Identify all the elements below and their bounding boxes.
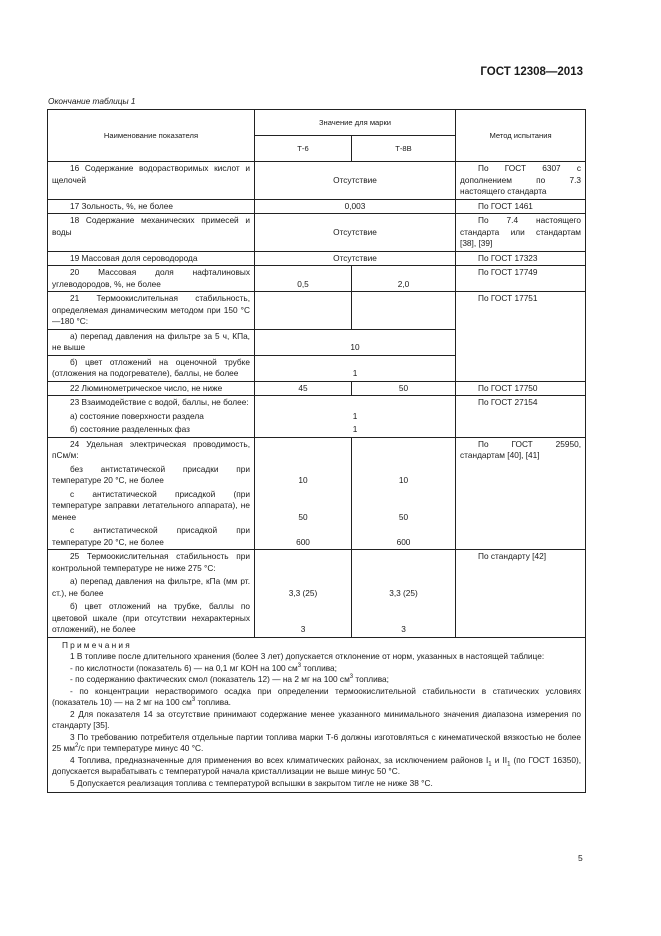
specification-table (47, 109, 586, 793)
row22-name: 22 Люминометрическое число, не ниже (48, 381, 255, 396)
note-4: 4 Топлива, предназначенные для применения во всех климатических районах, за исключением районов $I_1$ и $II_1$ (по ГОСТ 16350), допускается вырабатывать с температурой начала кристаллизации не выше минус 50 °С. (52, 754, 582, 776)
row21b-value: 1 (255, 355, 456, 381)
row24a-name: без антистатической присадки при температуре 20 °С, не более (48, 463, 255, 488)
row24c-t6: 600 (255, 524, 352, 550)
row24b-t8v: 50 (352, 488, 456, 525)
row24c-name: с антистатической присадкой при температуре 20 °С, не более (48, 524, 255, 550)
row23b-name: б) состояние разделенных фаз (48, 423, 255, 437)
row19-method: По ГОСТ 17323 (456, 251, 586, 266)
row21a-value: 10 (255, 329, 456, 355)
row23b-value: 1 (255, 423, 456, 437)
row18-name: 18 Содержание механических примесей и воды (48, 214, 255, 252)
row25a-t8v: 3,3 (25) (352, 575, 456, 600)
row20-t8v: 2,0 (352, 266, 456, 292)
row17-value: 0,003 (255, 199, 456, 214)
row24-name: 24 Удельная электрическая проводимость, пСм/м: (48, 437, 255, 463)
note-1: 1 В топливе после длительного хранения (более 3 лет) допускается отклонение от норм, указанных в настоящей таблице: (70, 651, 545, 661)
table-row (48, 550, 586, 576)
row22-t8v: 50 (352, 381, 456, 396)
row20-name: 20 Массовая доля нафталиновых углеводородов, %, не более (48, 266, 255, 292)
table-notes (48, 637, 586, 793)
note-1a: - по кислотности (показатель 6) — на 0,1 мг КОН на 100 $см^3$ топлива; (70, 662, 337, 673)
row22-t6: 45 (255, 381, 352, 396)
row17-name: 17 Зольность, %, не более (48, 199, 255, 214)
note-5: 5 Допускается реализация топлива с температурой вспышки в закрытом тигле не ниже 38 °С. (70, 777, 433, 788)
header-value-group: Значение для марки (255, 110, 456, 136)
row23-name: 23 Взаимодействие с водой, баллы, не более: (48, 396, 255, 410)
header-grade-t8v: Т-8В (352, 136, 456, 162)
header-name: Наименование показателя (48, 110, 255, 162)
row25b-t6: 3 (255, 600, 352, 637)
note-1c: - по концентрации нерастворимого осадка при определении термоокислительной стабильности в статических условиях (показатель 10) — на 2 мг на 100 $см^3$ топлива. (52, 685, 582, 707)
document-number: ГОСТ 12308—2013 (480, 66, 583, 78)
row21-method: По ГОСТ 17751 (456, 292, 586, 382)
table-row (48, 162, 586, 200)
row22-method: По ГОСТ 17750 (456, 381, 586, 396)
row24b-t6: 50 (255, 488, 352, 525)
row23a-name: а) состояние поверхности раздела (48, 410, 255, 424)
note-2: 2 Для показателя 14 за отсутствие принимают содержание менее указанного минимального значения диапазона измерения по стандарту [35]. (52, 708, 582, 730)
row20-method: По ГОСТ 17749 (456, 266, 586, 292)
table-row (48, 251, 586, 266)
row25-name: 25 Термоокислительная стабильность при контрольной температуре не ниже 275 °С: (48, 550, 255, 576)
notes-title: Примечания (62, 639, 132, 650)
row24c-t8v: 600 (352, 524, 456, 550)
table-row (48, 214, 586, 252)
row21-name: 21 Термоокислительная стабильность, определяемая динамическим методом при 150 °С—180 °С: (48, 292, 255, 330)
row25a-name: а) перепад давления на фильтре, кПа (мм рт. ст.), не более (48, 575, 255, 600)
table-row (48, 292, 586, 330)
row19-value: Отсутствие (255, 251, 456, 266)
header-method: Метод испытания (456, 110, 586, 162)
row25b-name: б) цвет отложений на трубке, баллы по цветовой шкале (при отсутствии нехарактерных отложений), не более (48, 600, 255, 637)
row25a-t6: 3,3 (25) (255, 575, 352, 600)
table-row (48, 437, 586, 463)
row24b-name: с антистатической присадкой (при температуре заправки летательного аппарата), не менее (48, 488, 255, 525)
row25-method: По стандарту [42] (456, 550, 586, 638)
table-row (48, 199, 586, 214)
row23a-value: 1 (255, 410, 456, 424)
row23-method: По ГОСТ 27154 (456, 396, 586, 438)
table-row (48, 381, 586, 396)
row18-method: По 7.4 настоящего стандарта или стандартам [38], [39] (456, 214, 586, 252)
table-row (48, 396, 586, 410)
header-grade-t6: Т-6 (255, 136, 352, 162)
row16-name: 16 Содержание водорастворимых кислот и щелочей (48, 162, 255, 200)
page-number: 5 (578, 853, 583, 863)
row24a-t6: 10 (255, 463, 352, 488)
table-caption: Окончание таблицы 1 (48, 96, 136, 106)
note-3: 3 По требованию потребителя отдельные партии топлива марки Т-6 должны изготовляться с кинематической вязкостью не более 25 $мм^2/с$ при температуре минус 40 °С. (52, 731, 582, 753)
row21a-name: а) перепад давления на фильтре за 5 ч, КПа, не выше (48, 329, 255, 355)
row18-value: Отсутствие (255, 214, 456, 252)
note-1b: - по содержанию фактических смол (показатель 12) — на 2 мг на 100 $см^3$ топлива; (70, 674, 389, 684)
row16-method: По ГОСТ 6307 с дополнением по 7.3 настоящего стандарта (456, 162, 586, 200)
row25b-t8v: 3 (352, 600, 456, 637)
row24-method: По ГОСТ 25950, стандартам [40], [41] (456, 437, 586, 550)
row20-t6: 0,5 (255, 266, 352, 292)
row21b-name: б) цвет отложений на оценочной трубке (отложения на подогревателе), баллы, не более (48, 355, 255, 381)
table-row (48, 266, 586, 292)
row16-value: Отсутствие (255, 162, 456, 200)
row19-name: 19 Массовая доля сероводорода (48, 251, 255, 266)
row24a-t8v: 10 (352, 463, 456, 488)
row17-method: По ГОСТ 1461 (456, 199, 586, 214)
